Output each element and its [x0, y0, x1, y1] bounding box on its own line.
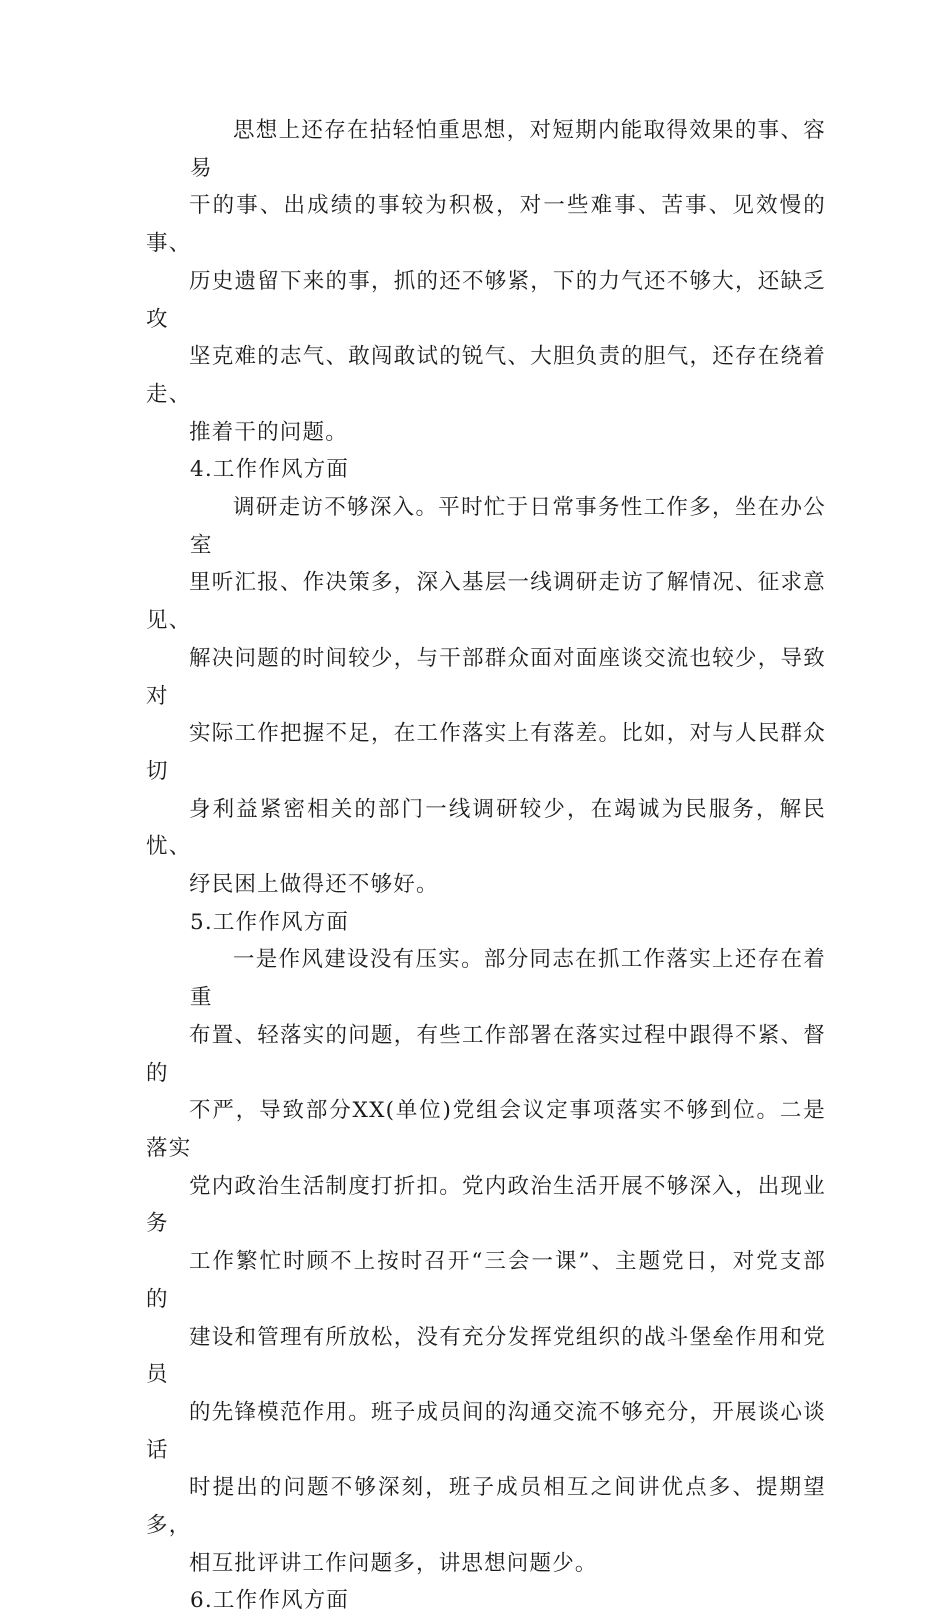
text-line: 思想上还存在拈轻怕重思想，对短期内能取得效果的事、容易	[190, 118, 826, 181]
text-line: 推着干的问题。	[189, 419, 348, 445]
text-line: 建设和管理有所放松，没有充分发挥党组织的战斗堡垒作用和党员	[146, 1324, 826, 1388]
paragraph-thinking	[146, 112, 826, 451]
text-line: 实际工作把握不足，在工作落实上有落差。比如，对与人民群众切	[146, 721, 826, 784]
text-line: 身利益紧密相关的部门一线调研较少，在竭诚为民服务，解民忧、	[146, 796, 826, 860]
paragraph-research	[146, 489, 826, 904]
text-line: 历史遗留下来的事，抓的还不够紧，下的力气还不够大，还缺乏攻	[146, 268, 826, 332]
text-line: 时提出的问题不够深刻，班子成员相互之间讲优点多、提期望多，	[146, 1475, 826, 1539]
text-line: 干的事、出成绩的事较为积极，对一些难事、苦事、见效慢的事、	[146, 193, 826, 257]
text-line: 坚克难的志气、敢闯敢试的锐气、大胆负责的胆气，还存在绕着走、	[146, 344, 826, 407]
text-line: 相互批评讲工作问题多，讲思想问题少。	[189, 1550, 598, 1576]
text-line: 一是作风建设没有压实。部分同志在抓工作落实上还存在着重	[190, 947, 826, 1011]
text-line: 党内政治生活制度打折扣。党内政治生活开展不够深入，出现业务	[146, 1173, 826, 1237]
section-heading-6: 6.工作作风方面	[190, 1588, 350, 1614]
text-line: 里听汇报、作决策多，深入基层一线调研走访了解情况、征求意见、	[146, 570, 826, 634]
paragraph-style-building	[146, 941, 826, 1582]
text-line: 解决问题的时间较少，与干部群众面对面座谈交流也较少，导致对	[146, 645, 826, 709]
text-line: 不严，导致部分XX(单位)党组会议定事项落实不够到位。二是落实	[146, 1098, 826, 1161]
text-line: 纾民困上做得还不够好。	[189, 872, 439, 898]
section-heading-5: 5.工作作风方面	[190, 909, 350, 935]
text-line: 的先锋模范作用。班子成员间的沟通交流不够充分，开展谈心谈话	[146, 1399, 826, 1463]
text-line: 调研走访不够深入。平时忙于日常事务性工作多，坐在办公室	[190, 495, 826, 558]
text-line: 工作繁忙时顾不上按时召开“三会一课”、主题党日，对党支部的	[146, 1249, 826, 1312]
document-body	[146, 112, 826, 1620]
text-line: 布置、轻落实的问题，有些工作部署在落实过程中跟得不紧、督的	[146, 1022, 826, 1086]
section-heading-4: 4.工作作风方面	[190, 457, 350, 483]
